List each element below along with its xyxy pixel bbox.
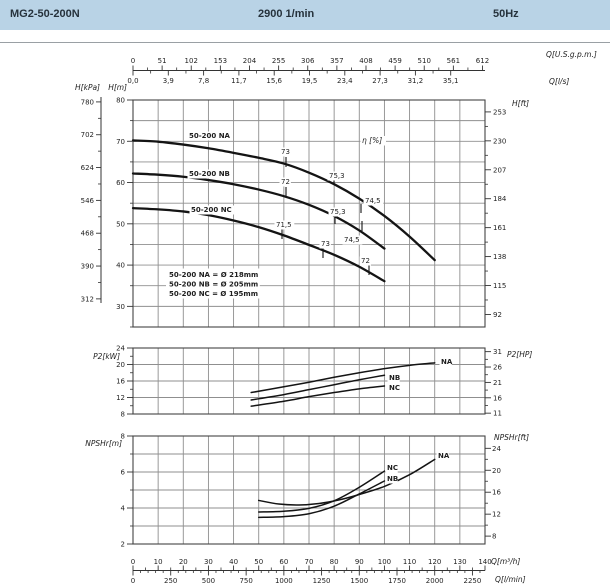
tick-label: 31 [493, 348, 502, 357]
tick-label: 253 [493, 108, 507, 117]
tick-label: 624 [80, 164, 94, 173]
head-y-axes [75, 83, 529, 327]
tick-label: 184 [493, 195, 507, 204]
tick-label: 780 [80, 98, 94, 107]
power-grid [133, 348, 485, 414]
curve-label-NA: NA [441, 358, 453, 366]
tick-label: 546 [80, 196, 94, 205]
tick-label: 230 [493, 137, 507, 146]
curve-label-NC: NC [389, 384, 400, 392]
tick-label: 60 [116, 179, 125, 188]
tick-label: 3,9 [162, 77, 174, 85]
efficiency-value: 72 [361, 257, 370, 265]
tick-label: 161 [493, 224, 507, 233]
tick-label: 468 [80, 229, 94, 238]
tick-label: 11 [493, 409, 502, 418]
tick-label: 10 [153, 558, 163, 566]
tick-label: 390 [80, 262, 94, 271]
tick-label: 115 [493, 282, 507, 291]
tick-label: 102 [184, 57, 198, 65]
tick-label: 19,5 [301, 77, 318, 85]
tick-label: 6 [120, 468, 125, 477]
tick-label: 0 [130, 57, 136, 65]
tick-label: 90 [354, 558, 364, 566]
tick-label: 23,4 [337, 77, 353, 85]
tick-label: 50 [116, 220, 125, 229]
tick-label: 8 [492, 532, 497, 541]
power-chart [133, 348, 485, 414]
tick-label: 30 [203, 558, 213, 566]
tick-label: 0,0 [127, 77, 139, 85]
tick-label: 27,3 [372, 77, 388, 85]
axis-label-q-ls: Q[l/s] [549, 77, 570, 86]
tick-label: 50 [254, 558, 264, 566]
tick-label: 408 [359, 57, 373, 65]
tick-label: 2000 [425, 577, 444, 585]
curve-label-NA: 50-200 NA [189, 132, 230, 140]
npsh-y-axes [85, 433, 529, 549]
curve-label-NB: NB [387, 475, 399, 483]
tick-label: 12 [492, 510, 501, 519]
npsh-curves [259, 452, 450, 518]
tick-label: 0 [130, 577, 136, 585]
tick-label: 51 [157, 57, 167, 65]
tick-label: 459 [388, 57, 402, 65]
curve-NA [259, 459, 435, 505]
top-flow-axis [127, 50, 596, 86]
tick-label: 500 [201, 577, 216, 585]
tick-label: 70 [116, 137, 125, 146]
axis-label-q-lmin: Q[l/min] [495, 575, 526, 584]
efficiency-value: 72 [281, 178, 290, 186]
tick-label: 138 [493, 253, 507, 262]
tick-label: 306 [301, 57, 315, 65]
tick-label: 120 [428, 558, 442, 566]
tick-label: 750 [239, 577, 253, 585]
tick-label: 1250 [312, 577, 331, 585]
tick-label: 110 [402, 558, 417, 566]
npsh-chart [133, 436, 485, 544]
tick-label: 8 [120, 432, 125, 441]
axis-label-h-ft: H[ft] [512, 99, 530, 108]
tick-label: 207 [493, 166, 507, 175]
tick-label: 255 [271, 57, 286, 65]
tick-label: 30 [116, 302, 125, 311]
efficiency-value: 74,5 [344, 236, 360, 244]
pump-frequency: 50Hz [493, 8, 519, 20]
curve-label-NB: 50-200 NB [189, 170, 230, 178]
tick-label: 40 [116, 261, 125, 270]
tick-label: 20 [178, 558, 188, 566]
legend-line: 50-200 NC = Ø 195mm [169, 290, 259, 298]
tick-label: 16 [492, 488, 501, 497]
pump-speed: 2900 1/min [258, 8, 315, 20]
tick-label: 40 [229, 558, 239, 566]
tick-label: 11,7 [231, 77, 247, 85]
tick-label: 250 [164, 577, 178, 585]
tick-label: 15,6 [266, 77, 282, 85]
tick-label: 35,1 [442, 77, 459, 85]
tick-label: 312 [80, 295, 94, 304]
tick-label: 31,2 [407, 77, 424, 85]
tick-label: 510 [417, 57, 431, 65]
efficiency-value: 75,3 [329, 172, 345, 180]
axis-label-q-usgpm: Q[U.S.g.p.m.] [546, 50, 597, 59]
axis-label-h-kpa: H[kPa] [75, 83, 100, 92]
legend-line: 50-200 NA = Ø 218mm [169, 271, 259, 279]
tick-label: 0 [130, 558, 136, 566]
tick-label: 612 [475, 57, 490, 65]
axis-label-q-m3h: Q[m³/h] [491, 557, 521, 566]
axis-label-p2-hp: P2[HP] [507, 350, 533, 359]
axis-label-h-m: H[m] [108, 83, 127, 92]
tick-label: 140 [478, 558, 492, 566]
tick-label: 561 [446, 57, 461, 65]
efficiency-value: 74,5 [365, 197, 381, 205]
tick-label: 357 [330, 57, 344, 65]
tick-label: 7,8 [198, 77, 210, 85]
efficiency-value: 73 [321, 240, 330, 248]
tick-label: 130 [453, 558, 467, 566]
impeller-legend [166, 269, 260, 299]
axis-label-npshr-m: NPSHr[m] [85, 439, 122, 448]
tick-label: 2 [120, 540, 125, 549]
tick-label: 92 [493, 310, 502, 319]
efficiency-value: 73 [281, 148, 290, 156]
bottom-flow-axis [131, 557, 526, 585]
axis-label-p2-kw: P2[kW] [93, 352, 120, 361]
tick-label: 12 [116, 394, 125, 402]
tick-label: 26 [493, 363, 502, 372]
efficiency-value: 75,3 [330, 208, 346, 216]
curve-label-NB: NB [389, 374, 401, 382]
tick-label: 1000 [274, 577, 293, 585]
tick-label: 20 [116, 361, 125, 369]
tick-label: 204 [242, 57, 257, 65]
tick-label: 2250 [463, 577, 482, 585]
tick-label: 1750 [388, 577, 406, 585]
tick-label: 153 [213, 57, 228, 65]
tick-label: 16 [493, 394, 502, 403]
curve-label-NC: NC [387, 464, 398, 472]
tick-label: 20 [492, 466, 501, 475]
curve-label-NA: NA [438, 452, 450, 460]
tick-label: 8 [120, 410, 125, 419]
eta-axis-label: η [%] [362, 136, 383, 145]
tick-label: 60 [279, 558, 289, 566]
tick-label: 16 [116, 377, 125, 386]
tick-label: 24 [116, 344, 125, 353]
tick-label: 100 [377, 558, 392, 566]
tick-label: 80 [329, 558, 339, 566]
tick-label: 4 [120, 504, 125, 513]
tick-label: 80 [116, 96, 125, 105]
tick-label: 21 [493, 378, 502, 387]
efficiency-value: 71,5 [276, 221, 292, 229]
curve-label-NC: 50-200 NC [191, 206, 232, 214]
curve-NA [251, 363, 435, 393]
tick-label: 70 [304, 558, 314, 566]
tick-label: 1500 [350, 577, 369, 585]
axis-label-npshr-ft: NPSHr[ft] [494, 433, 530, 442]
tick-label: 702 [80, 131, 94, 140]
legend-line: 50-200 NB = Ø 205mm [169, 280, 259, 289]
head-chart [133, 100, 485, 327]
npsh-grid [133, 436, 485, 544]
tick-label: 24 [492, 444, 501, 453]
pump-model: MG2-50-200N [10, 8, 80, 20]
